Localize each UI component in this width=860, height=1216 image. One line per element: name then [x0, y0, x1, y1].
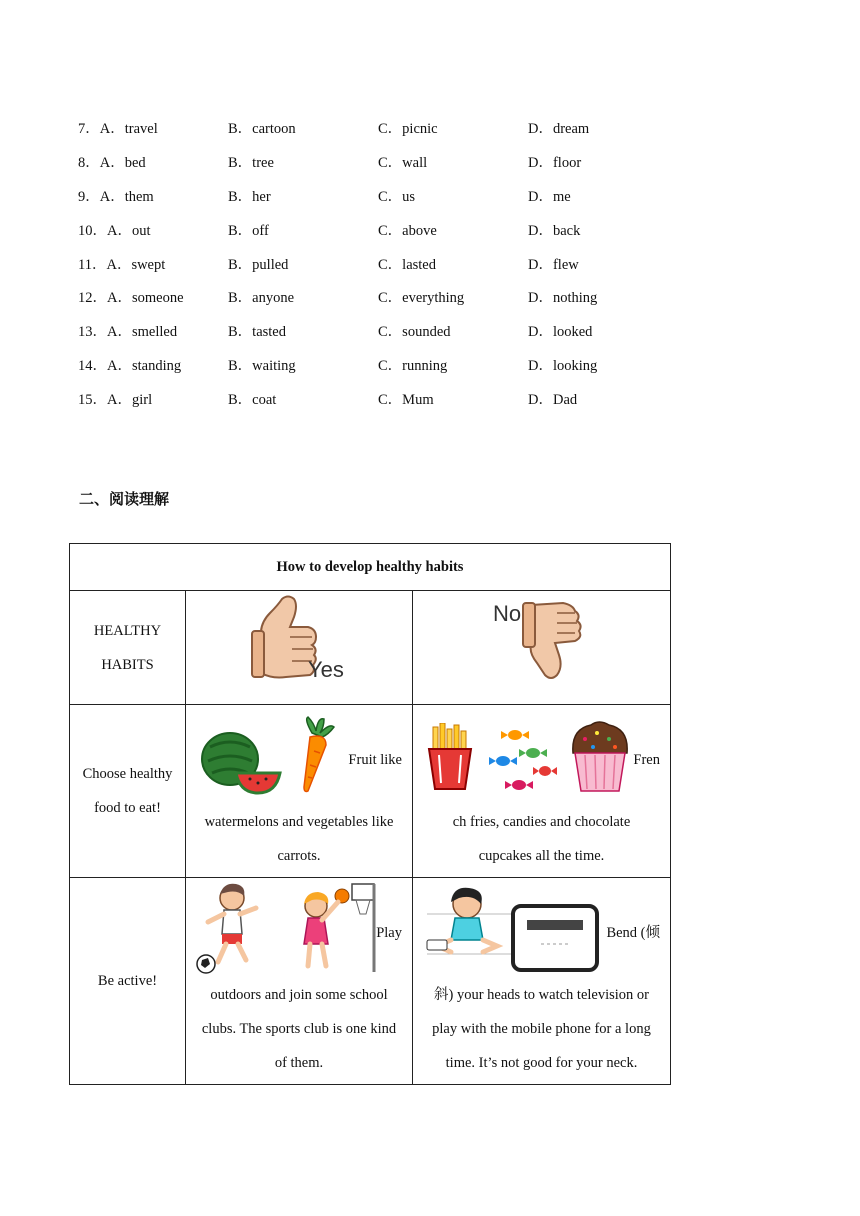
option-d: D．flew [528, 256, 579, 273]
question-number: 11． [78, 256, 107, 273]
inactive-cell: Bend (倾 斜) your heads to watch television or play with the mobile phone for a long time. It’s not good for your neck. [413, 878, 671, 1085]
option-c: C．above [378, 222, 437, 239]
option-row [78, 280, 698, 314]
option-d: D．nothing [528, 290, 598, 307]
option-a: A．girl [107, 391, 153, 408]
carrot-icon [290, 715, 340, 795]
yes-cell [186, 591, 413, 705]
active-lead: Play [376, 925, 402, 941]
option-row [78, 145, 698, 179]
option-d: D．back [528, 222, 581, 239]
option-row [78, 381, 698, 415]
row-label-be-active: Be active! [70, 878, 186, 1085]
option-row [78, 111, 698, 145]
thumbs-up-icon [186, 591, 412, 691]
unhealthy-food-lead: Fren [633, 752, 660, 768]
option-c: C．lasted [378, 256, 436, 273]
option-row [78, 246, 698, 280]
option-a: A．travel [99, 121, 158, 138]
header-label: HEALTHY HABITS [70, 591, 186, 705]
question-number: 9． [78, 188, 100, 205]
girl-basketball-icon [286, 882, 378, 976]
question-number: 10． [78, 222, 107, 239]
option-b: B．coat [228, 391, 277, 408]
option-c: C．everything [378, 290, 465, 307]
option-c: C．Mum [378, 391, 434, 408]
option-d: D．looking [528, 357, 598, 374]
no-label: No [493, 601, 522, 626]
option-row [78, 314, 698, 348]
question-number: 12． [78, 290, 107, 307]
option-c: C．sounded [378, 324, 451, 341]
question-number: 7． [78, 121, 100, 138]
option-d: D．looked [528, 324, 593, 341]
option-b: B．waiting [228, 357, 296, 374]
inactive-lead: Bend (倾 [606, 925, 660, 941]
option-c: C．picnic [378, 121, 438, 138]
boy-soccer-icon [194, 882, 272, 976]
question-number: 14． [78, 357, 107, 374]
french-fries-icon [425, 723, 475, 791]
option-d: D．Dad [528, 391, 578, 408]
option-row [78, 212, 698, 246]
option-a: A．smelled [107, 324, 178, 341]
yes-label: Yes [308, 657, 344, 682]
option-a: A．standing [107, 357, 182, 374]
option-d: D．floor [528, 155, 582, 172]
option-c: C．us [378, 188, 416, 205]
option-a: A．swept [106, 256, 166, 273]
option-b: B．anyone [228, 290, 295, 307]
option-b: B．tasted [228, 324, 286, 341]
unhealthy-food-cell: Fren ch fries, candies and chocolate cupcakes all the time. [413, 705, 671, 878]
healthy-food-lead: Fruit like [348, 752, 402, 768]
option-d: D．dream [528, 121, 590, 138]
question-number: 8． [78, 155, 100, 172]
healthy-habits-table [69, 543, 671, 1085]
multiple-choice-options [78, 111, 698, 415]
option-c: C．running [378, 357, 448, 374]
child-watching-tv-icon [423, 884, 599, 978]
option-a: A．someone [107, 290, 184, 307]
thumbs-down-icon [413, 591, 670, 691]
candies-icon [487, 725, 557, 795]
option-a: A．out [107, 222, 151, 239]
option-b: B．off [228, 222, 269, 239]
option-b: B．cartoon [228, 121, 296, 138]
option-b: B．her [228, 188, 271, 205]
cupcake-icon [569, 719, 631, 793]
active-cell: Play outdoors and join some school clubs. The sports club is one kind of them. [186, 878, 413, 1085]
option-d: D．me [528, 188, 571, 205]
question-number: 13． [78, 324, 107, 341]
no-cell [413, 591, 671, 705]
healthy-food-cell: Fruit like watermelons and vegetables like carrots. [186, 705, 413, 878]
watermelon-icon [200, 729, 282, 795]
table-title: How to develop healthy habits [70, 544, 671, 591]
option-b: B．tree [228, 155, 274, 172]
option-row [78, 348, 698, 382]
option-c: C．wall [378, 155, 428, 172]
question-number: 15． [78, 391, 107, 408]
option-b: B．pulled [228, 256, 289, 273]
option-a: A．bed [99, 155, 146, 172]
option-row [78, 179, 698, 213]
row-label-healthy-food: Choose healthy food to eat! [70, 705, 186, 878]
option-a: A．them [99, 188, 154, 205]
section-title: 二、阅读理解 [79, 490, 170, 508]
